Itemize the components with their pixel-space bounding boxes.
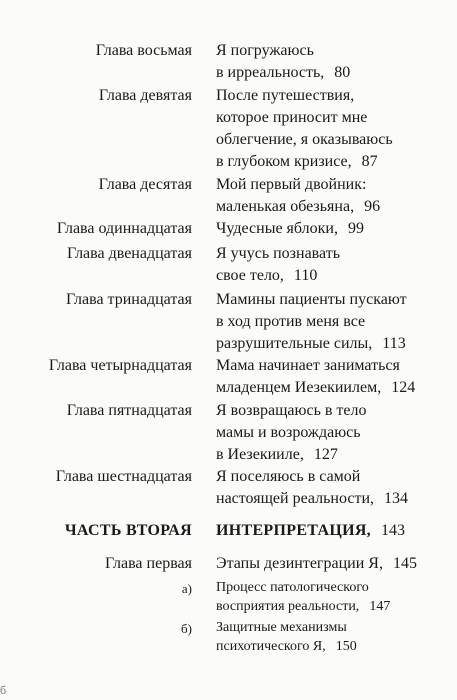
title-line: разрушительные силы,	[216, 335, 373, 352]
part-label: ЧАСТЬ ВТОРАЯ	[64, 522, 192, 539]
title-line: Я погружаюсь	[216, 42, 314, 59]
page-number: 99	[347, 220, 364, 237]
title-line: в ход против меня все	[216, 313, 366, 330]
chapter-title	[216, 174, 451, 218]
title-line: Процесс патологического	[216, 580, 369, 595]
chapter-label: Глава девятая	[98, 87, 192, 104]
chapter-title	[216, 289, 451, 355]
chapter-title	[216, 466, 451, 510]
title-line: Я возвращаюсь в тело	[216, 402, 367, 419]
title-line: Мама начинает заниматься	[216, 357, 400, 374]
title-line: в глубоком кризисе,	[216, 153, 352, 170]
title-line: восприятия реальности,	[216, 599, 360, 614]
title-line: Я учусь познавать	[216, 245, 340, 262]
page-number: 113	[382, 335, 406, 352]
chapter-label: Глава тринадцатая	[65, 291, 192, 308]
chapter-title	[216, 243, 451, 287]
title-line: настоящей реальности,	[216, 490, 375, 507]
chapter-label: Глава восьмая	[95, 42, 192, 59]
page-number: 96	[364, 198, 381, 215]
page-number: 127	[313, 446, 338, 463]
chapter-label: Глава пятнадцатая	[66, 402, 192, 419]
title-line: которое приносит мне	[216, 109, 368, 126]
title-line: Мой первый двойник:	[216, 176, 367, 193]
subsection-title	[216, 618, 451, 656]
chapter-title	[216, 85, 451, 173]
page-number: 124	[391, 379, 416, 396]
title-line: Чудесные яблоки,	[216, 220, 338, 237]
title-line: Мамины пациенты пускают	[216, 291, 407, 308]
subsection-label: а)	[181, 581, 192, 596]
part-title	[216, 520, 451, 542]
title-line: свое тело,	[216, 267, 284, 284]
page-number: 147	[369, 599, 391, 614]
title-line: в Иезекииле,	[216, 446, 304, 463]
chapter-title	[216, 553, 451, 575]
chapter-title	[216, 355, 451, 399]
page-number: 143	[380, 522, 405, 539]
title-line: в ирреальность,	[216, 64, 325, 81]
subsection-title	[216, 578, 451, 616]
title-line: психотического Я,	[216, 639, 326, 654]
title-line: После путешествия,	[216, 87, 355, 104]
chapter-label: Глава шестнадцатая	[55, 468, 192, 485]
chapter-label: Глава четырнадцатая	[48, 357, 192, 374]
title-line: Я поселяюсь в самой	[216, 468, 361, 485]
chapter-label: Глава одиннадцатая	[56, 220, 192, 237]
page-number: 87	[361, 153, 378, 170]
title-line: младенцем Иезекиилем,	[216, 379, 382, 396]
title-line: мамы и возрождаюсь	[216, 424, 361, 441]
title-line: облегчение, я оказываюсь	[216, 131, 393, 148]
title-line: Защитные механизмы	[216, 620, 347, 635]
chapter-title	[216, 218, 451, 240]
title-line: Этапы дезинтеграции Я,	[216, 555, 383, 572]
title-line: маленькая обезьяна,	[216, 198, 355, 215]
page-number: 150	[335, 639, 357, 654]
subsection-label: б)	[181, 621, 192, 636]
title-line: ИНТЕРПРЕТАЦИЯ,	[216, 522, 371, 539]
page-number: 80	[334, 64, 351, 81]
page-number: 110	[293, 267, 318, 284]
corner-mark: б	[0, 683, 7, 697]
chapter-label: Глава первая	[104, 555, 192, 572]
page-number: 145	[392, 555, 417, 572]
page-number: 134	[384, 490, 409, 507]
chapter-title	[216, 400, 451, 466]
chapter-label: Глава двенадцатая	[67, 245, 192, 262]
chapter-title	[216, 40, 451, 84]
chapter-label: Глава десятая	[98, 176, 192, 193]
